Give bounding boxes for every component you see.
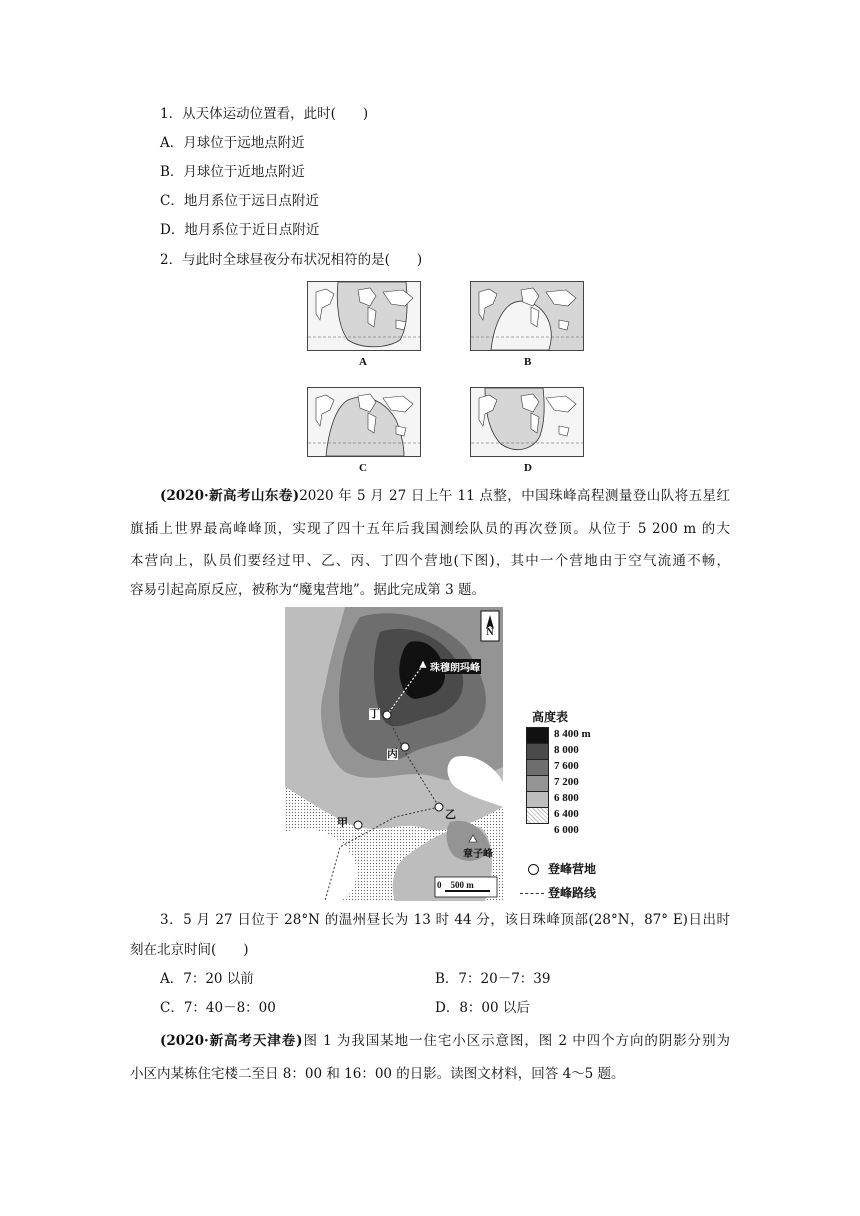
- q3-option-b: B．7：20－7：39: [435, 971, 551, 987]
- legend-swatch: [526, 759, 549, 776]
- world-map-d: [470, 387, 584, 457]
- north-label: N: [486, 627, 494, 638]
- legend-swatch: [526, 727, 549, 744]
- legend-level-label: 8 000: [554, 744, 579, 756]
- world-map-b: [470, 281, 584, 351]
- route-line-icon: [520, 893, 544, 894]
- map-label-c: C: [359, 462, 367, 474]
- legend-level-label: 6 400: [554, 808, 579, 820]
- q1-stem: 1．从天体运动位置看，此时( ): [160, 106, 369, 122]
- legend-title: 高度表: [532, 710, 569, 724]
- camp-marker-icon: [528, 864, 539, 875]
- legend-level-label: 7 200: [554, 776, 579, 788]
- q3-option-a: A．7：20 以前: [160, 971, 254, 987]
- q1-option-d: D．地月系位于近日点附近: [160, 222, 320, 238]
- passage1-line-3: 本营向上，队员们要经过甲、乙、丙、丁四个营地(下图)，其中一个营地由于空气流通不畅，: [130, 553, 730, 569]
- camp-label-ding: 丁: [369, 707, 380, 720]
- passage2-line-2: 小区内某栋住宅楼二至日 8：00 和 16：00 的日影。读图文材料，回答 4～5 题。: [130, 1066, 625, 1082]
- map-label-b: B: [524, 356, 532, 368]
- legend-swatch: [526, 743, 549, 760]
- legend-swatch: [526, 807, 549, 824]
- q1-option-a: A．月球位于远地点附近: [160, 135, 305, 151]
- map-label-d: D: [524, 462, 532, 474]
- map-label-a: A: [359, 356, 367, 368]
- passage1-line-1: (2020·新高考山东卷)2020 年 5 月 27 日上午 11 点整，中国珠峰高程测量登山队将五星红: [160, 488, 730, 504]
- passage2-source: (2020·新高考天津卷): [160, 1033, 303, 1049]
- legend-swatch: [526, 775, 549, 792]
- world-map-c: [307, 387, 421, 457]
- legend-level-label: 6 800: [554, 792, 579, 804]
- q3-line-1: 3．5 月 27 日位于 28°N 的温州昼长为 13 时 44 分，该日珠峰顶部(28°N，87° E)日出时: [160, 912, 730, 928]
- legend-camp-label: 登峰营地: [548, 862, 597, 876]
- everest-contour-map: [285, 607, 503, 901]
- passage1-line-2: 旗插上世界最高峰峰顶，实现了四十五年后我国测绘队员的再次登顶。从位于 5 200 m 的大: [130, 521, 730, 537]
- camp-label-bing: 丙: [387, 747, 398, 760]
- scale-label: 0 500 m: [437, 880, 474, 890]
- legend-level-label: 8 400 m: [554, 728, 591, 740]
- legend-level-label: 6 000: [554, 824, 579, 836]
- camp-label-jia: 甲: [337, 816, 348, 829]
- passage2-line-1: (2020·新高考天津卷)图 1 为我国某地一住宅小区示意图，图 2 中四个方向的阴影分别为: [160, 1033, 730, 1049]
- q3-option-c: C．7：40－8：00: [160, 1000, 276, 1016]
- q1-option-b: B．月球位于近地点附近: [160, 164, 305, 180]
- legend-swatch: [526, 791, 549, 808]
- peak-label-zhangzi: 章子峰: [463, 849, 493, 860]
- q1-option-c: C．地月系位于远日点附近: [160, 193, 319, 209]
- peak-label-everest: 珠穆朗玛峰: [429, 659, 481, 674]
- passage1-source: (2020·新高考山东卷): [160, 488, 300, 504]
- legend-level-label: 7 600: [554, 760, 579, 772]
- legend-route-label: 登峰路线: [548, 886, 597, 900]
- q2-stem: 2．与此时全球昼夜分布状况相符的是( ): [160, 252, 423, 268]
- camp-label-yi: 乙: [445, 808, 456, 821]
- q3-option-d: D．8：00 以后: [435, 1000, 530, 1016]
- q3-line-2: 刻在北京时间( ): [130, 942, 249, 958]
- world-map-a: [307, 281, 421, 351]
- passage1-line-4: 容易引起高原反应，被称为“魔鬼营地”。据此完成第 3 题。: [130, 582, 485, 598]
